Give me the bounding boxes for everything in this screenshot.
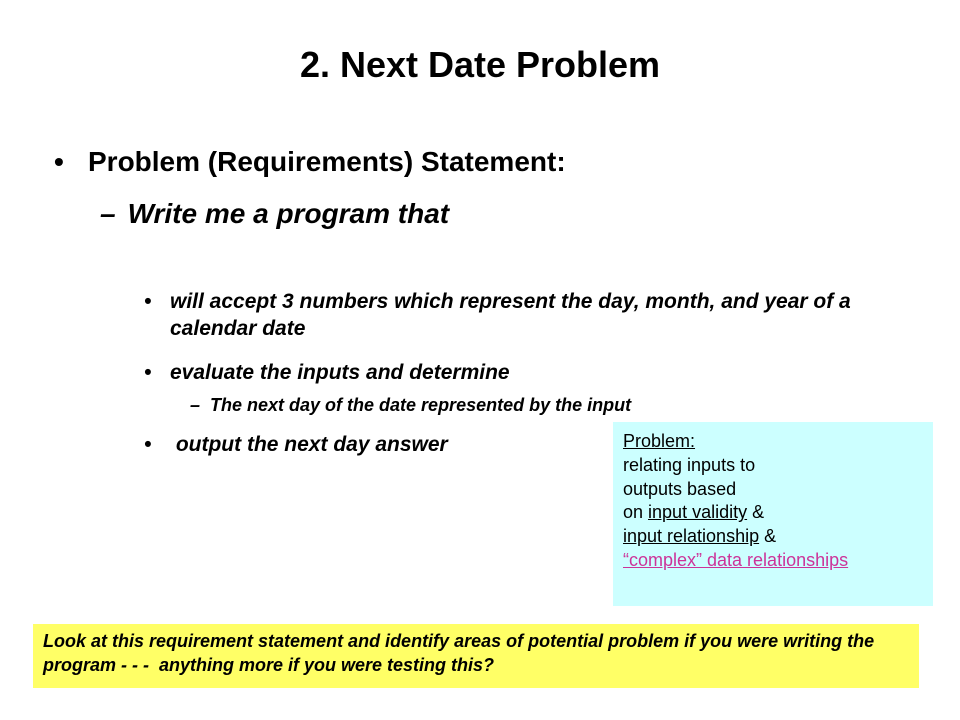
input-relationship-link: input relationship <box>623 526 760 546</box>
bullet-icon: • <box>144 361 152 384</box>
problem-callout-box <box>613 422 933 606</box>
subpoint-write-program <box>100 198 449 230</box>
callout-line: relating inputs to <box>623 454 756 475</box>
subpoint-text: Write me a program that <box>127 198 450 229</box>
list-item-text: evaluate the inputs and determine <box>170 361 510 384</box>
dash-icon: – <box>100 198 116 229</box>
dash-icon: – <box>190 395 201 415</box>
sub-list-item <box>190 395 631 416</box>
callout-line: outputs based <box>623 478 737 499</box>
bullet-icon: • <box>144 433 152 456</box>
callout-heading: Problem: <box>623 431 696 451</box>
bullet-icon: • <box>144 290 152 313</box>
input-validity-link: input validity <box>648 502 748 523</box>
discussion-note-box <box>33 624 919 688</box>
bullet-text: Problem (Requirements) Statement: <box>88 146 566 177</box>
list-item-text: output the next day answer <box>170 433 448 456</box>
callout-text: on <box>623 502 649 523</box>
list-item <box>144 288 924 343</box>
callout-text: & <box>747 502 765 523</box>
callout-line <box>623 525 923 549</box>
callout-line <box>623 549 923 573</box>
callout-line <box>623 501 923 525</box>
list-item <box>144 359 904 386</box>
complex-relationships-link: “complex” data relationships <box>623 549 849 570</box>
bullet-icon: • <box>54 146 64 177</box>
list-item <box>144 431 604 458</box>
slide-title: 2. Next Date Problem <box>299 44 661 85</box>
callout-text: & <box>759 526 777 546</box>
discussion-note-text: Look at this requirement statement and identify areas of potential problem if you were writing the program - - - anything more if you were testing this? <box>43 631 880 676</box>
sub-list-item-text: The next day of the date represented by the input <box>210 395 632 415</box>
bullet-problem-statement <box>54 146 566 178</box>
list-item-text: will accept 3 numbers which represent the day, month, and year of a calendar date <box>170 290 851 341</box>
